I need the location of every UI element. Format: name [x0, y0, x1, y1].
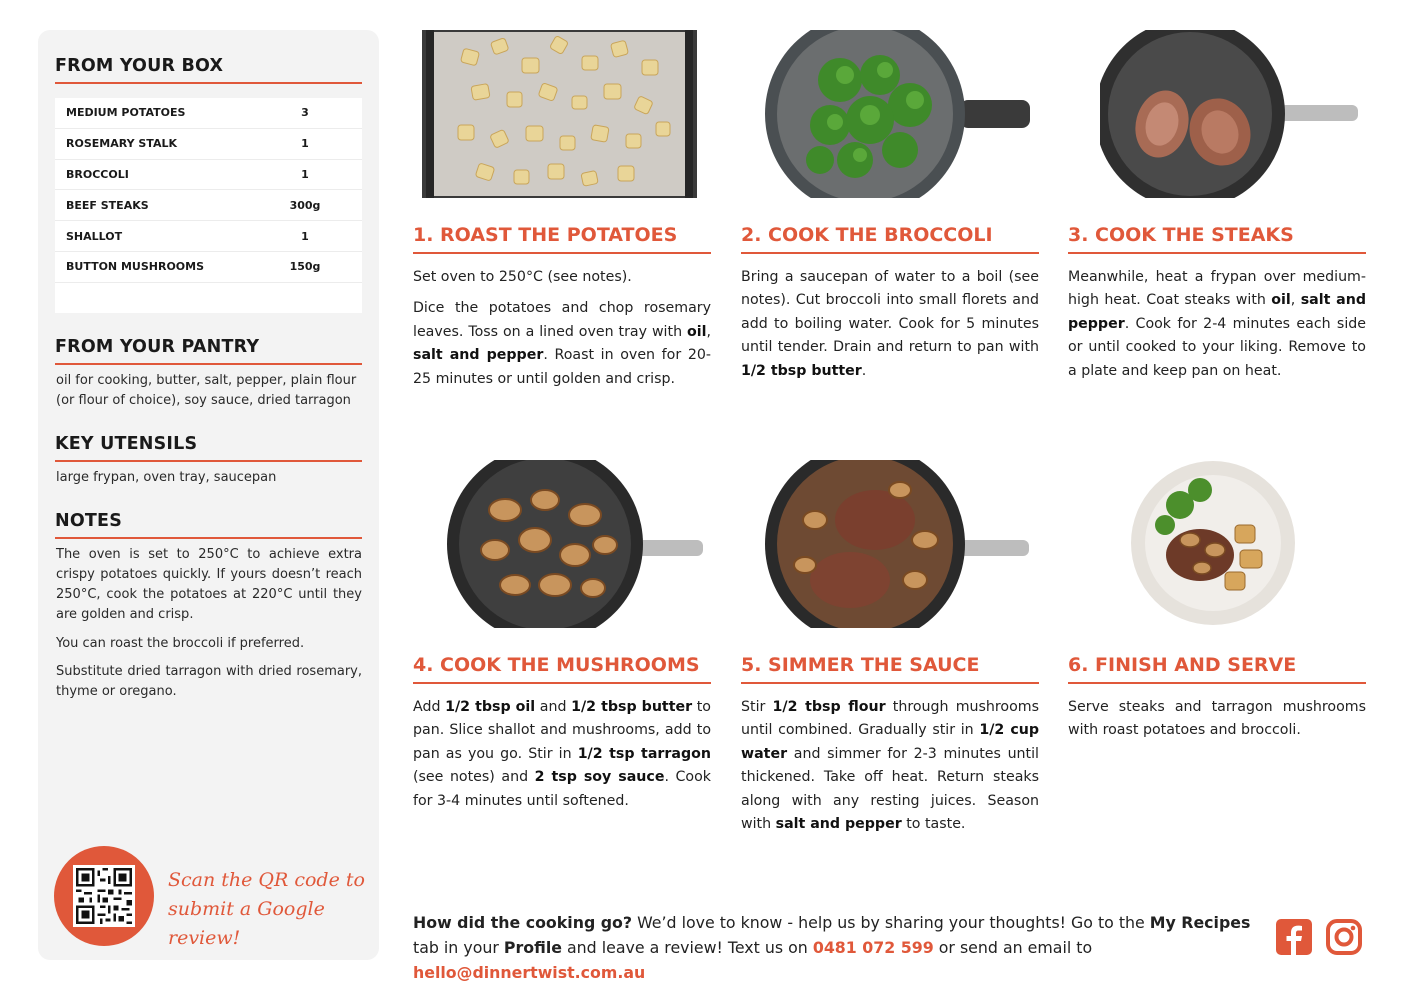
cook-mushrooms-photo [445, 460, 703, 628]
step-text: (see notes) and [413, 769, 535, 786]
bold-ingredient: salt and pepper [775, 816, 902, 833]
ingredient-qty: 1 [301, 229, 309, 243]
ingredients-table [55, 98, 362, 313]
footer-text-4: or send an email to [933, 938, 1093, 957]
bold-ingredient: 1/2 cup water [741, 722, 1039, 762]
step-3-title: 3. COOK THE STEAKS [1068, 224, 1366, 254]
roast-potatoes-photo [422, 30, 697, 198]
bold-ingredient: 2 tsp soy sauce [534, 769, 665, 786]
cook-steaks-photo [1100, 30, 1358, 198]
note-1: The oven is set to 250°C to achieve extra crispy potatoes quickly. If yours doesn’t reach 250°C, cook the potatoes at 220°C until they are golden and crisp. [56, 547, 362, 622]
step-paragraph [1068, 696, 1366, 743]
footer-text-2: tab in your [413, 938, 504, 957]
bold-ingredient: 1/2 tbsp butter [571, 699, 693, 715]
notes-rule [55, 537, 362, 539]
utensils-rule [55, 460, 362, 462]
feedback-footer [413, 910, 1263, 985]
step-text: to taste. [901, 816, 966, 833]
ingredient-name: BROCCOLI [66, 167, 129, 181]
pantry-text: oil for cooking, butter, salt, pepper, plain flour (or flour of choice), soy sauce, dried tarragon [56, 373, 357, 408]
ingredients-sidebar [38, 30, 379, 960]
ingredient-row [55, 221, 362, 252]
step-text: Bring a saucepan of water to a boil (see notes). Cut broccoli into small florets and add to boiling water. Cook for 5 minutes until tender. Drain and return to pan with [741, 269, 1039, 356]
step-paragraph [413, 266, 711, 289]
step-text: Stir [741, 699, 773, 715]
step-text: Set oven to 250°C (see notes). [413, 269, 632, 285]
finish-serve-photo [1130, 460, 1296, 626]
step-1-body [413, 266, 711, 399]
bold-ingredient: 1/2 tbsp flour [772, 699, 886, 715]
ingredient-row [55, 160, 362, 191]
step-text: and [535, 699, 572, 715]
bold-ingredient: salt and pepper [413, 347, 544, 364]
step-text: . Roast in oven for 20-25 minutes or until golden and crisp. [413, 347, 711, 387]
bold-ingredient: oil [687, 323, 707, 340]
footer-text-3: and leave a review! Text us on [561, 938, 813, 957]
utensils-heading: KEY UTENSILS [55, 434, 198, 454]
simmer-sauce-photo [765, 460, 1029, 628]
bold-ingredient: oil [1271, 292, 1291, 309]
ingredient-name: BUTTON MUSHROOMS [66, 260, 205, 274]
box-rule [55, 82, 362, 84]
step-text: . Cook for 3-4 minutes until softened. [413, 769, 711, 809]
qr-caption-line-2: submit a Google review! [168, 898, 325, 949]
note-2: You can roast the broccoli if preferred. [56, 636, 305, 651]
step-text: , [1290, 292, 1301, 309]
ingredient-row [55, 190, 362, 221]
step-3-body [1068, 266, 1366, 391]
qr-code[interactable] [73, 865, 135, 927]
step-6-title: 6. FINISH AND SERVE [1068, 654, 1366, 684]
qr-badge[interactable] [54, 846, 154, 946]
pantry-heading: FROM YOUR PANTRY [55, 337, 260, 357]
step-text: , [706, 323, 711, 340]
qr-caption-line-1: Scan the QR code to [168, 869, 365, 891]
step-text: Add [413, 699, 446, 715]
notes-heading: NOTES [55, 511, 123, 531]
note-3: Substitute dried tarragon with dried rosemary, thyme or oregano. [56, 664, 362, 699]
cook-broccoli-photo [760, 30, 1030, 198]
step-text: . [861, 362, 867, 379]
step-text: to pan. Slice shallot and mushrooms, add to pan as you go. Stir in [413, 699, 711, 762]
bold-ingredient: 1/2 tbsp oil [445, 699, 536, 715]
pantry-rule [55, 363, 362, 365]
ingredient-qty: 1 [301, 137, 309, 151]
email-link[interactable]: hello@dinnertwist.com.au [413, 963, 646, 982]
step-2-body [741, 266, 1039, 391]
step-2-title: 2. COOK THE BROCCOLI [741, 224, 1039, 254]
step-text: . Cook for 2-4 minutes each side or until cooked to your liking. Remove to a plate and keep pan on heat. [1068, 315, 1366, 379]
step-paragraph [1068, 266, 1366, 383]
phone-link[interactable]: 0481 072 599 [812, 938, 934, 957]
step-text: and simmer for 2-3 minutes until thickened. Take off heat. Return steaks along with any resting juices. Season with [741, 745, 1039, 833]
ingredient-name: BEEF STEAKS [66, 198, 149, 212]
qr-caption [168, 866, 368, 953]
step-paragraph [413, 297, 711, 391]
utensils-text: large frypan, oven tray, saucepan [56, 470, 277, 485]
step-paragraph [413, 696, 711, 813]
ingredient-qty: 150g [289, 260, 321, 274]
profile-label: Profile [503, 938, 562, 957]
facebook-icon[interactable] [1275, 918, 1313, 956]
step-4-body [413, 696, 711, 821]
box-heading: FROM YOUR BOX [55, 56, 224, 76]
step-paragraph [741, 266, 1039, 383]
ingredient-name: SHALLOT [66, 229, 123, 243]
step-5-title: 5. SIMMER THE SAUCE [741, 654, 1039, 684]
step-paragraph [741, 696, 1039, 836]
bold-ingredient: salt and pepper [1068, 292, 1366, 332]
ingredient-qty: 1 [301, 167, 309, 181]
ingredient-row [55, 129, 362, 160]
step-text: Dice the potatoes and chop rosemary leaves. Toss on a lined oven tray with [413, 300, 711, 340]
bold-ingredient: 1/2 tbsp butter [741, 362, 862, 379]
ingredient-row [55, 252, 362, 283]
instagram-icon[interactable] [1325, 918, 1363, 956]
ingredient-row [55, 98, 362, 129]
step-4-title: 4. COOK THE MUSHROOMS [413, 654, 711, 684]
step-1-title: 1. ROAST THE POTATOES [413, 224, 711, 254]
ingredient-name: MEDIUM POTATOES [66, 106, 186, 120]
step-text: through mushrooms until combined. Gradually stir in [741, 699, 1039, 739]
my-recipes-label: My Recipes [1149, 913, 1251, 932]
step-6-body [1068, 696, 1366, 751]
step-text: Meanwhile, heat a frypan over medium-high heat. Coat steaks with [1068, 269, 1366, 309]
bold-ingredient: 1/2 tsp tarragon [577, 745, 711, 762]
step-5-body [741, 696, 1039, 844]
ingredient-qty: 300g [289, 198, 321, 212]
step-text: Serve steaks and tarragon mushrooms with roast potatoes and broccoli. [1068, 699, 1366, 739]
ingredient-name: ROSEMARY STALK [66, 137, 177, 151]
footer-text-1: We’d love to know - help us by sharing your thoughts! Go to the [632, 913, 1150, 932]
footer-question: How did the cooking go? [413, 913, 633, 932]
ingredient-qty: 3 [301, 106, 309, 120]
